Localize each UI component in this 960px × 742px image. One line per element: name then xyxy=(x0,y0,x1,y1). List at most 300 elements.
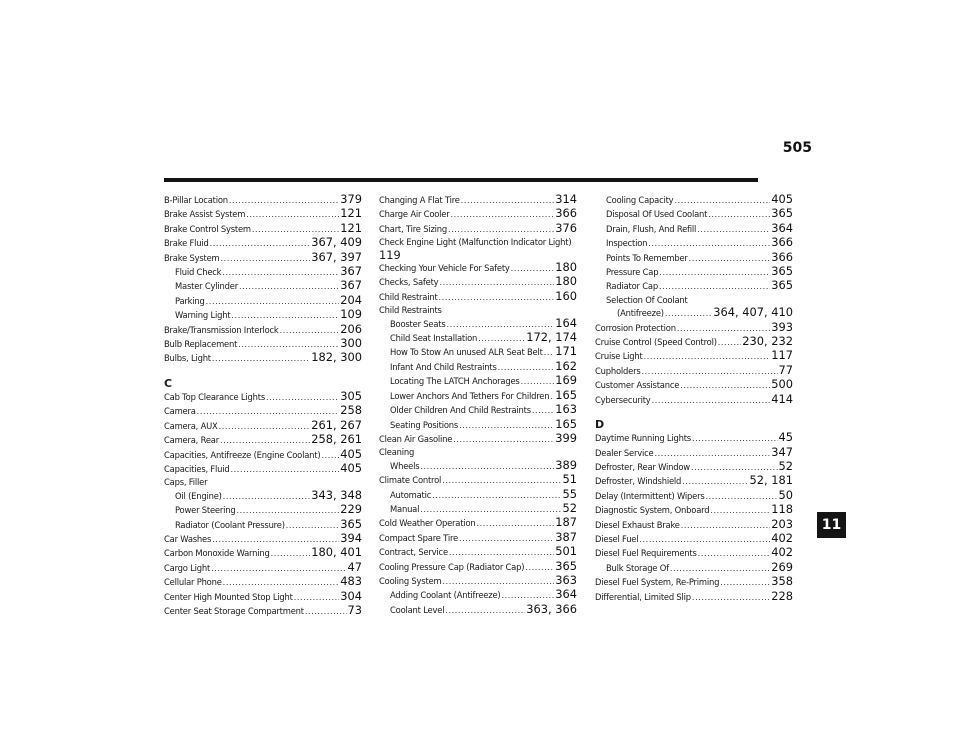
entry-pages: 52, 181 xyxy=(749,473,793,488)
entry-pages: 229 xyxy=(340,502,362,517)
index-subentry xyxy=(379,459,577,473)
entry-pages: 204 xyxy=(340,292,362,307)
dot-leader xyxy=(665,308,712,320)
entry-pages: 171 xyxy=(555,344,577,359)
entry-name: Older Children And Child Restraints xyxy=(390,405,531,416)
entry-name: Carbon Monoxide Warning xyxy=(164,548,270,559)
dot-leader xyxy=(698,548,771,560)
index-entry xyxy=(164,222,362,236)
entry-name: Automatic xyxy=(390,489,432,500)
index-entry xyxy=(595,590,793,604)
entry-pages: 365 xyxy=(340,516,362,531)
entry-pages: 117 xyxy=(771,348,793,363)
entry-pages: 162 xyxy=(555,358,577,373)
index-entry xyxy=(164,590,362,604)
dot-leader xyxy=(231,310,339,322)
index-entry xyxy=(595,532,793,546)
entry-name: Delay (Intermittent) Wipers xyxy=(595,490,705,501)
dot-leader xyxy=(459,533,554,545)
entry-name: Oil (Engine) xyxy=(175,490,222,501)
dot-leader xyxy=(689,253,771,265)
entry-name: Diesel Exhaust Brake xyxy=(595,519,680,530)
index-subentry xyxy=(379,502,577,516)
entry-name: Daytime Running Lights xyxy=(595,433,691,444)
dot-leader xyxy=(642,366,778,378)
index-entry xyxy=(379,222,577,236)
dot-leader xyxy=(445,605,525,617)
dot-leader xyxy=(461,195,555,207)
entry-pages: 364, 407, 410 xyxy=(713,305,793,320)
index-entry xyxy=(164,575,362,589)
dot-leader xyxy=(210,238,311,250)
entry-pages: 45 xyxy=(778,430,793,445)
entry-name: Charge Air Cooler xyxy=(379,209,450,220)
entry-name: Cruise Control (Speed Control) xyxy=(595,337,717,348)
entry-name: Climate Control xyxy=(379,475,442,486)
entry-pages: 182, 300 xyxy=(311,350,362,365)
entry-pages: 206 xyxy=(340,321,362,336)
entry-pages: 365 xyxy=(555,558,577,573)
dot-leader xyxy=(710,505,770,517)
entry-name: Brake Control System xyxy=(164,223,251,234)
header-rule xyxy=(164,178,758,182)
entry-pages: 364 xyxy=(771,220,793,235)
index-entry xyxy=(595,431,793,445)
dot-leader xyxy=(239,281,339,293)
entry-name: Disposal Of Used Coolant xyxy=(606,209,708,220)
entry-name: Power Steering xyxy=(175,505,236,516)
dot-leader xyxy=(459,420,554,432)
entry-pages: 305 xyxy=(340,388,362,403)
index-entry xyxy=(164,236,362,250)
dot-leader xyxy=(708,209,770,221)
dot-leader xyxy=(439,292,555,304)
index-entry xyxy=(164,390,362,404)
dot-leader xyxy=(498,362,555,374)
dot-leader xyxy=(271,548,311,560)
entry-name: Diagnostic System, Onboard xyxy=(595,505,710,516)
entry-name: Bulbs, Light xyxy=(164,353,211,364)
section-letter: C xyxy=(164,376,173,390)
index-entry xyxy=(595,474,793,488)
dot-leader xyxy=(705,491,777,503)
index-subentry xyxy=(379,389,577,403)
index-subentry xyxy=(379,488,577,502)
dot-leader xyxy=(659,267,770,279)
index-subentry xyxy=(164,265,362,279)
entry-pages: 365 xyxy=(771,264,793,279)
dot-leader xyxy=(221,253,311,265)
index-entry-heading: Cleaning xyxy=(379,447,415,458)
index-entry xyxy=(595,349,793,363)
dot-leader xyxy=(720,577,770,589)
index-entry-heading: Caps, Filler xyxy=(164,477,208,488)
index-subentry xyxy=(164,294,362,308)
entry-pages: 389 xyxy=(555,457,577,472)
entry-name: B-Pillar Location xyxy=(164,195,228,205)
entry-name: Contract, Service xyxy=(379,547,448,558)
entry-pages: 258 xyxy=(340,403,362,418)
index-entry-wrapped: Check Engine Light (Malfunction Indicator Light) xyxy=(379,237,572,248)
index-entry xyxy=(595,546,793,560)
index-entry xyxy=(595,335,793,349)
entry-pages: 258, 261 xyxy=(311,432,362,447)
entry-pages: 50 xyxy=(778,487,793,502)
index-entry xyxy=(164,462,362,476)
entry-pages: 51 xyxy=(562,472,577,487)
entry-name: Camera xyxy=(164,406,196,417)
index-subentry xyxy=(595,279,793,293)
index-entry xyxy=(379,193,577,207)
dot-leader xyxy=(231,464,340,476)
entry-name: Cold Weather Operation xyxy=(379,518,476,529)
index-subentry xyxy=(595,561,793,575)
dot-leader xyxy=(420,461,554,473)
index-entry xyxy=(595,503,793,517)
dot-leader xyxy=(654,448,770,460)
entry-name: Brake Assist System xyxy=(164,209,246,220)
dot-leader xyxy=(648,238,770,250)
dot-leader xyxy=(478,333,525,345)
entry-name: Bulk Storage Of xyxy=(606,562,669,573)
entry-name: Brake/Transmission Interlock xyxy=(164,324,279,335)
entry-pages: 165 xyxy=(555,387,577,402)
index-entry xyxy=(595,518,793,532)
entry-pages: 304 xyxy=(340,588,362,603)
dot-leader xyxy=(236,505,339,517)
dot-leader xyxy=(222,267,339,279)
index-subentry xyxy=(379,331,577,345)
entry-name: Parking xyxy=(175,295,205,306)
entry-pages: 364 xyxy=(555,587,577,602)
entry-pages: 366 xyxy=(555,206,577,221)
index-entry xyxy=(164,251,362,265)
entry-name: Cybersecurity xyxy=(595,394,651,405)
index-entry xyxy=(379,516,577,530)
entry-pages: 118 xyxy=(771,502,793,517)
entry-pages: 47 xyxy=(347,559,362,574)
entry-pages: 365 xyxy=(771,278,793,293)
entry-name: Center High Mounted Stop Light xyxy=(164,591,293,602)
entry-pages: 367, 409 xyxy=(311,235,362,250)
index-entry xyxy=(379,207,577,221)
entry-name: Infant And Child Restraints xyxy=(390,361,497,372)
entry-pages: 165 xyxy=(555,416,577,431)
index-entry xyxy=(379,290,577,304)
entry-name: Brake System xyxy=(164,252,220,263)
index-entry xyxy=(595,378,793,392)
entry-name: Diesel Fuel System, Re-Priming xyxy=(595,577,720,588)
index-entry xyxy=(379,432,577,446)
dot-leader xyxy=(206,296,340,308)
dot-leader xyxy=(219,421,311,433)
entry-name: Brake Fluid xyxy=(164,238,209,249)
dot-leader xyxy=(525,562,554,574)
entry-pages: 402 xyxy=(771,530,793,545)
entry-pages: 405 xyxy=(340,446,362,461)
entry-pages: 121 xyxy=(340,220,362,235)
entry-pages: 343, 348 xyxy=(311,487,362,502)
entry-pages: 500 xyxy=(771,377,793,392)
entry-name: Cooling Pressure Cap (Radiator Cap) xyxy=(379,561,525,572)
entry-name: Capacities, Fluid xyxy=(164,463,230,474)
chapter-tab: 11 xyxy=(817,512,846,538)
dot-leader xyxy=(294,592,340,604)
entry-pages: 399 xyxy=(555,430,577,445)
dot-leader xyxy=(670,563,770,575)
entry-name: Defroster, Rear Window xyxy=(595,461,690,472)
entry-name: Drain, Flush, And Refill xyxy=(606,223,697,234)
entry-name: (Antifreeze) xyxy=(617,308,664,319)
entry-name: Diesel Fuel Requirements xyxy=(595,548,697,559)
dot-leader xyxy=(652,395,771,407)
dot-leader xyxy=(212,353,310,365)
dot-leader xyxy=(321,450,339,462)
index-subentry xyxy=(379,603,577,617)
entry-name: Camera, Rear xyxy=(164,435,219,446)
index-entry xyxy=(379,531,577,545)
entry-pages: 366 xyxy=(771,249,793,264)
entry-pages: 203 xyxy=(771,516,793,531)
index-entry xyxy=(164,532,362,546)
entry-name: Cooling System xyxy=(379,575,442,586)
entry-name: Clean Air Gasoline xyxy=(379,433,453,444)
dot-leader xyxy=(532,405,554,417)
entry-name: Chart, Tire Sizing xyxy=(379,223,447,234)
index-entry xyxy=(595,321,793,335)
entry-name: Cruise Light xyxy=(595,351,643,362)
entry-pages: 77 xyxy=(778,362,793,377)
index-subentry xyxy=(595,265,793,279)
entry-pages: 363, 366 xyxy=(526,601,577,616)
index-subentry xyxy=(595,193,793,207)
entry-pages: 121 xyxy=(340,206,362,221)
index-subentry xyxy=(164,279,362,293)
index-entry xyxy=(595,460,793,474)
dot-leader xyxy=(223,491,311,503)
entry-name: Corrosion Protection xyxy=(595,322,676,333)
dot-leader xyxy=(692,433,778,445)
entry-name: Adding Coolant (Antifreeze) xyxy=(390,590,501,601)
entry-pages: 387 xyxy=(555,529,577,544)
index-entry xyxy=(164,433,362,447)
index-subentry xyxy=(379,418,577,432)
dot-leader xyxy=(448,224,554,236)
entry-pages: 228 xyxy=(771,588,793,603)
index-entry xyxy=(164,207,362,221)
page-number: 505 xyxy=(782,140,812,156)
entry-pages: 347 xyxy=(771,444,793,459)
entry-name: Wheels xyxy=(390,460,420,471)
entry-pages: 269 xyxy=(771,559,793,574)
entry-pages: 367 xyxy=(340,278,362,293)
entry-pages: 180, 401 xyxy=(311,545,362,560)
entry-pages: 261, 267 xyxy=(311,417,362,432)
entry-pages: 109 xyxy=(340,307,362,322)
entry-name: Coolant Level xyxy=(390,604,445,615)
index-subentry xyxy=(595,306,793,320)
index-entry-heading: Child Restraints xyxy=(379,305,442,316)
index-entry xyxy=(164,448,362,462)
index-entry xyxy=(164,546,362,560)
entry-name: Center Seat Storage Compartment xyxy=(164,605,304,616)
entry-pages: 230, 232 xyxy=(742,334,793,349)
dot-leader xyxy=(697,224,770,236)
index-entry xyxy=(595,446,793,460)
dot-leader xyxy=(681,520,770,532)
index-entry xyxy=(164,193,362,207)
entry-pages: 300 xyxy=(340,336,362,351)
index-subentry xyxy=(164,308,362,322)
index-entry xyxy=(164,337,362,351)
entry-name: Checking Your Vehicle For Safety xyxy=(379,263,510,274)
entry-name: Customer Assistance xyxy=(595,380,680,391)
entry-name: Capacities, Antifreeze (Engine Coolant) xyxy=(164,449,321,460)
entry-name: Dealer Service xyxy=(595,447,654,458)
dot-leader xyxy=(692,592,770,604)
index-entry xyxy=(379,275,577,289)
dot-leader xyxy=(223,577,340,589)
index-column-1 xyxy=(164,193,362,618)
dot-leader xyxy=(220,435,310,447)
index-entry xyxy=(164,604,362,618)
dot-leader xyxy=(544,347,555,359)
dot-leader xyxy=(211,563,346,575)
dot-leader xyxy=(680,380,770,392)
entry-name: Master Cylinder xyxy=(175,281,238,292)
entry-pages: 52 xyxy=(562,500,577,515)
index-entry xyxy=(379,574,577,588)
entry-name: Lower Anchors And Tethers For Children xyxy=(390,390,550,401)
index-entry xyxy=(379,545,577,559)
entry-pages: 402 xyxy=(771,545,793,560)
entry-pages: 501 xyxy=(555,544,577,559)
dot-leader xyxy=(453,434,554,446)
index-entry xyxy=(379,473,577,487)
index-entry xyxy=(379,560,577,574)
entry-name: Seating Positions xyxy=(390,419,459,430)
index-subentry xyxy=(379,374,577,388)
index-entry xyxy=(595,575,793,589)
dot-leader xyxy=(521,376,555,388)
entry-name: Child Restraint xyxy=(379,291,438,302)
dot-leader xyxy=(501,590,554,602)
entry-name: Inspection xyxy=(606,238,648,249)
entry-pages: 163 xyxy=(555,402,577,417)
entry-name: Cellular Phone xyxy=(164,577,222,588)
dot-leader xyxy=(550,391,554,403)
index-entry xyxy=(595,393,793,407)
entry-pages: 52 xyxy=(778,458,793,473)
entry-pages: 172, 174 xyxy=(526,330,577,345)
index-subentry xyxy=(164,518,362,532)
dot-leader xyxy=(476,518,554,530)
entry-pages: 160 xyxy=(555,288,577,303)
index-subentry xyxy=(379,403,577,417)
entry-pages: 55 xyxy=(562,486,577,501)
index-entry xyxy=(164,351,362,365)
entry-name: Booster Seats xyxy=(390,318,446,329)
entry-name: Child Seat Installation xyxy=(390,333,478,344)
entry-name: Car Washes xyxy=(164,533,212,544)
index-entry xyxy=(379,261,577,275)
dot-leader xyxy=(644,351,771,363)
entry-pages: 358 xyxy=(771,574,793,589)
entry-pages: 365 xyxy=(771,206,793,221)
dot-leader xyxy=(442,475,561,487)
entry-pages: 405 xyxy=(771,192,793,206)
entry-pages: 393 xyxy=(771,319,793,334)
dot-leader xyxy=(451,209,555,221)
entry-name: Manual xyxy=(390,503,420,514)
entry-name: Cab Top Clearance Lights xyxy=(164,391,265,402)
index-entry xyxy=(164,404,362,418)
dot-leader xyxy=(305,606,347,618)
entry-pages: 394 xyxy=(340,530,362,545)
entry-name: Points To Remember xyxy=(606,252,688,263)
entry-pages: 367, 397 xyxy=(311,249,362,264)
entry-pages: 169 xyxy=(555,373,577,388)
dot-leader xyxy=(659,281,770,293)
dot-leader xyxy=(280,325,340,337)
index-subentry xyxy=(595,236,793,250)
entry-pages: 363 xyxy=(555,572,577,587)
index-entry xyxy=(595,364,793,378)
dot-leader xyxy=(229,195,339,207)
index-entry xyxy=(164,561,362,575)
entry-pages: 366 xyxy=(771,235,793,250)
dot-leader xyxy=(197,406,340,418)
entry-pages: 187 xyxy=(555,515,577,530)
index-subentry xyxy=(164,503,362,517)
index-subentry xyxy=(595,222,793,236)
dot-leader xyxy=(246,209,339,221)
index-subentry xyxy=(379,345,577,359)
entry-pages: 376 xyxy=(555,220,577,235)
entry-pages: 119 xyxy=(379,247,401,262)
index-subentry-heading: Selection Of Coolant xyxy=(606,294,688,305)
dot-leader xyxy=(439,277,554,289)
index-entry xyxy=(595,489,793,503)
entry-name: Cargo Light xyxy=(164,562,211,573)
dot-leader xyxy=(266,392,339,404)
entry-pages: 414 xyxy=(771,391,793,406)
entry-name: Camera, AUX xyxy=(164,420,218,431)
entry-pages: 164 xyxy=(555,315,577,330)
dot-leader xyxy=(718,337,742,349)
index-column-2 xyxy=(379,193,577,617)
index-column-3 xyxy=(595,193,793,604)
entry-name: Changing A Flat Tire xyxy=(379,195,460,205)
dot-leader xyxy=(639,534,770,546)
dot-leader xyxy=(511,263,555,275)
dot-leader xyxy=(442,576,554,588)
index-subentry xyxy=(379,360,577,374)
entry-name: Fluid Check xyxy=(175,267,222,278)
entry-name: Warning Light xyxy=(175,310,231,321)
entry-pages: 405 xyxy=(340,460,362,475)
entry-name: Compact Spare Tire xyxy=(379,532,458,543)
section-letter: D xyxy=(595,418,605,432)
entry-name: How To Stow An unused ALR Seat Belt xyxy=(390,347,543,358)
entry-name: Radiator Cap xyxy=(606,281,658,292)
dot-leader xyxy=(286,520,339,532)
entry-name: Pressure Cap xyxy=(606,267,659,278)
entry-name: Defroster, Windshield xyxy=(595,476,682,487)
dot-leader xyxy=(432,490,561,502)
entry-pages: 367 xyxy=(340,264,362,279)
entry-name: Diesel Fuel xyxy=(595,533,639,544)
